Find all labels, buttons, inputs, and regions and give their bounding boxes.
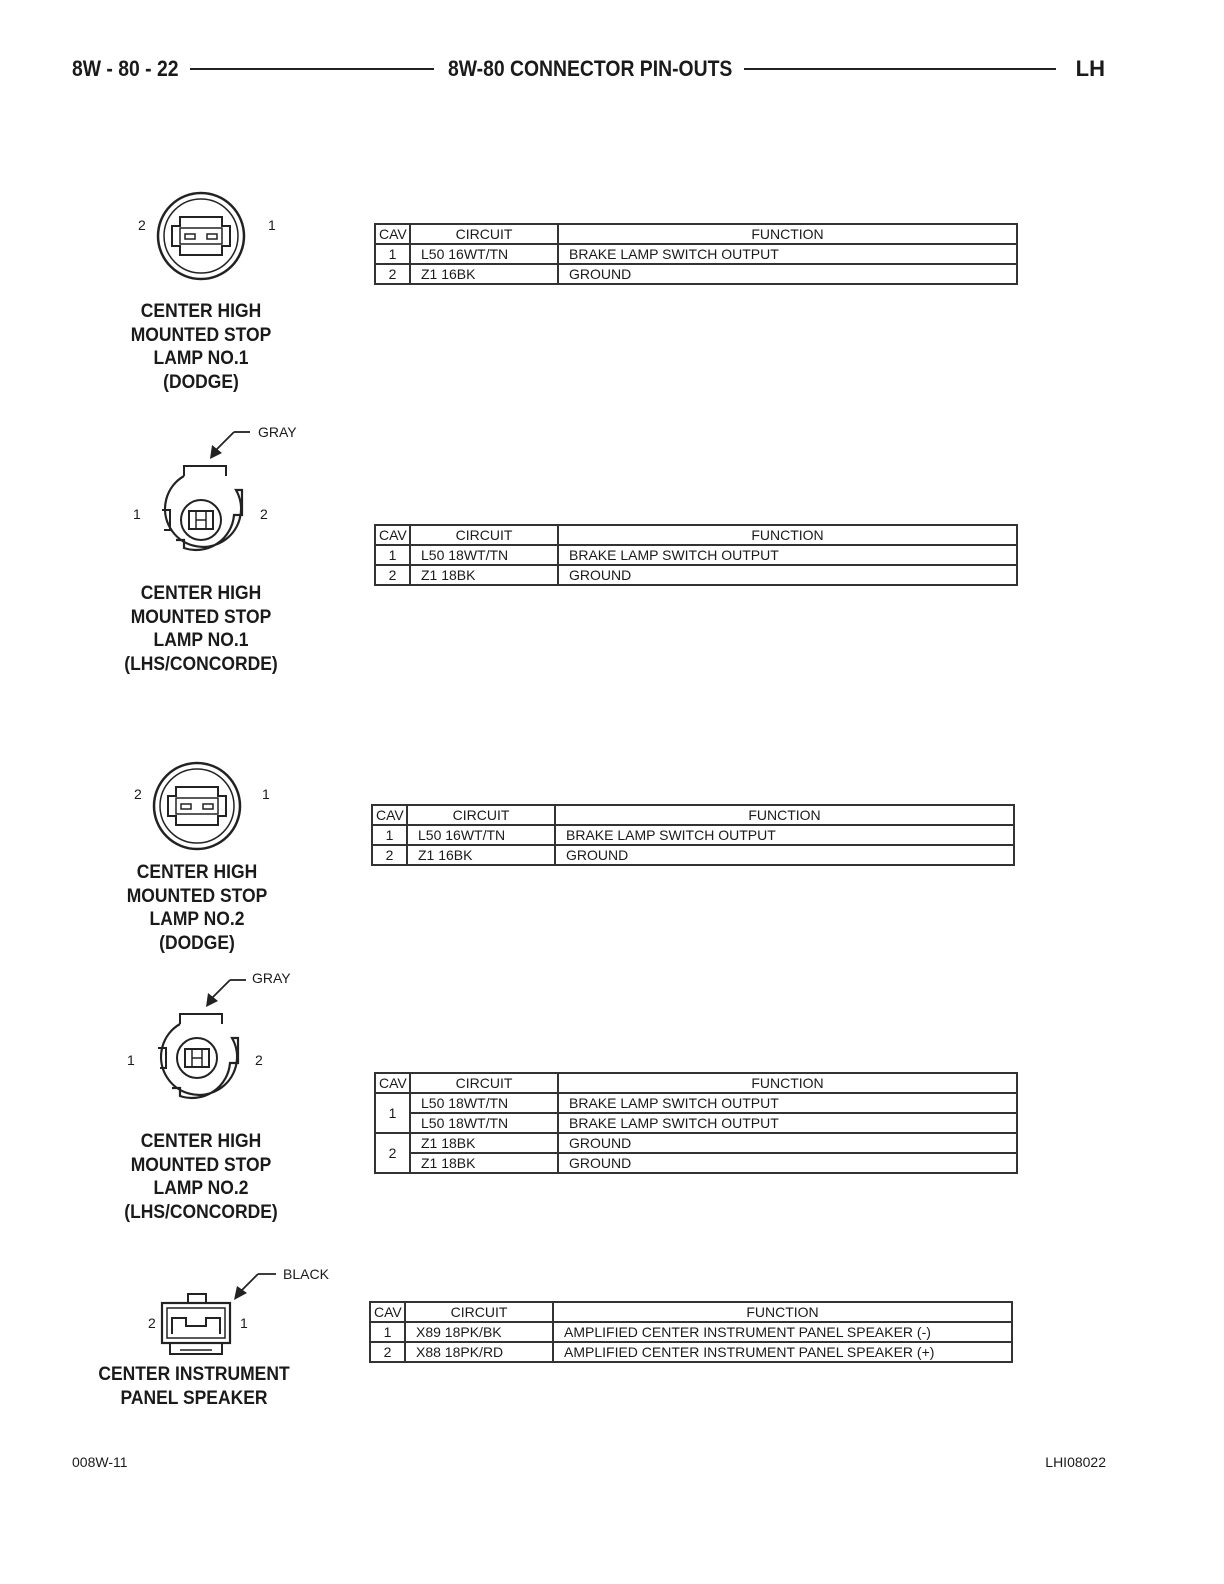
circuit-cell: Z1 18BK — [410, 1133, 558, 1153]
table-header-row — [372, 805, 1014, 825]
connector-block-2 — [100, 420, 320, 680]
pin-label-left: 1 — [133, 506, 141, 522]
table-row — [375, 1153, 1017, 1173]
circuit-cell: L50 18WT/TN — [410, 1113, 558, 1133]
function-cell: BRAKE LAMP SWITCH OUTPUT — [558, 545, 1017, 565]
pin-label-left: 1 — [127, 1052, 135, 1068]
page-title: 8W-80 CONNECTOR PIN-OUTS — [448, 56, 733, 81]
circuit-cell: X89 18PK/BK — [405, 1322, 553, 1342]
function-cell: BRAKE LAMP SWITCH OUTPUT — [555, 825, 1014, 845]
circuit-cell: Z1 16BK — [410, 264, 558, 284]
table-header-row — [375, 224, 1017, 244]
circuit-cell: X88 18PK/RD — [405, 1342, 553, 1362]
col-circuit: CIRCUIT — [407, 805, 555, 825]
col-circuit: CIRCUIT — [410, 1073, 558, 1093]
col-cav: CAV — [370, 1302, 405, 1322]
keyed-round-connector-icon — [96, 968, 316, 1118]
connector-label: CENTER INSTRUMENT PANEL SPEAKER — [98, 1364, 290, 1409]
table-row — [375, 545, 1017, 565]
table-row — [372, 845, 1014, 865]
connector-label: CENTER HIGH MOUNTED STOP LAMP NO.1 (DODGE) — [130, 301, 272, 393]
col-cav: CAV — [375, 1073, 410, 1093]
cav-cell: 2 — [375, 264, 410, 284]
cav-cell: 1 — [375, 545, 410, 565]
page-number: 8W - 80 - 22 — [72, 56, 179, 81]
footer-right-code: LHI08022 — [1045, 1454, 1106, 1470]
pinout-table-4 — [374, 1072, 1018, 1174]
col-circuit: CIRCUIT — [410, 525, 558, 545]
connector-block-5 — [96, 1262, 336, 1422]
col-cav: CAV — [372, 805, 407, 825]
function-cell: GROUND — [558, 264, 1017, 284]
header-rule-right — [744, 68, 1056, 70]
header-rule-left — [190, 68, 434, 70]
pin-label-right: 1 — [240, 1315, 248, 1331]
pinout-table-5 — [369, 1301, 1013, 1363]
circuit-cell: Z1 18BK — [410, 565, 558, 585]
col-cav: CAV — [375, 525, 410, 545]
function-cell: BRAKE LAMP SWITCH OUTPUT — [558, 244, 1017, 264]
col-function: FUNCTION — [558, 224, 1017, 244]
connector-block-1 — [100, 190, 320, 400]
section-code: LH — [1075, 56, 1105, 81]
circuit-cell: Z1 16BK — [407, 845, 555, 865]
table-row — [375, 565, 1017, 585]
table-row — [375, 1113, 1017, 1133]
pin-label-right: 2 — [255, 1052, 263, 1068]
cav-cell: 2 — [375, 1133, 410, 1173]
function-cell: BRAKE LAMP SWITCH OUTPUT — [558, 1113, 1017, 1133]
table-header-row — [375, 1073, 1017, 1093]
cav-cell: 2 — [370, 1342, 405, 1362]
function-cell: GROUND — [555, 845, 1014, 865]
table-row — [375, 244, 1017, 264]
pin-label-right: 1 — [268, 217, 276, 233]
col-function: FUNCTION — [553, 1302, 1012, 1322]
round-2-pin-connector-icon — [100, 190, 320, 290]
pin-label-left: 2 — [138, 217, 146, 233]
col-circuit: CIRCUIT — [410, 224, 558, 244]
keyed-round-connector-icon — [100, 420, 320, 570]
connector-label: CENTER HIGH MOUNTED STOP LAMP NO.2 (LHS/CONCORDE) — [124, 1131, 278, 1223]
pin-label-left: 2 — [148, 1315, 156, 1331]
connector-block-3 — [96, 760, 316, 970]
pin-label-left: 2 — [134, 786, 142, 802]
table-header-row — [375, 525, 1017, 545]
table-row — [370, 1342, 1012, 1362]
circuit-cell: L50 18WT/TN — [410, 1093, 558, 1113]
table-row — [375, 264, 1017, 284]
connector-color: GRAY — [252, 970, 291, 986]
col-cav: CAV — [375, 224, 410, 244]
cav-cell: 1 — [375, 1093, 410, 1133]
footer-left-code: 008W-11 — [72, 1454, 128, 1470]
pin-label-right: 1 — [262, 786, 270, 802]
circuit-cell: Z1 18BK — [410, 1153, 558, 1173]
pin-label-right: 2 — [260, 506, 268, 522]
table-row — [370, 1322, 1012, 1342]
connector-label: CENTER HIGH MOUNTED STOP LAMP NO.1 (LHS/CONCORDE) — [124, 583, 278, 675]
function-cell: AMPLIFIED CENTER INSTRUMENT PANEL SPEAKER (+) — [553, 1342, 1012, 1362]
cav-cell: 1 — [375, 244, 410, 264]
circuit-cell: L50 18WT/TN — [410, 545, 558, 565]
function-cell: BRAKE LAMP SWITCH OUTPUT — [558, 1093, 1017, 1113]
round-2-pin-connector-icon — [96, 760, 316, 860]
cav-cell: 2 — [375, 565, 410, 585]
pinout-table-2 — [374, 524, 1018, 586]
circuit-cell: L50 16WT/TN — [407, 825, 555, 845]
table-row — [372, 825, 1014, 845]
connector-block-4 — [96, 968, 316, 1228]
cav-cell: 2 — [372, 845, 407, 865]
col-function: FUNCTION — [555, 805, 1014, 825]
function-cell: GROUND — [558, 1153, 1017, 1173]
cav-cell: 1 — [372, 825, 407, 845]
col-function: FUNCTION — [558, 1073, 1017, 1093]
circuit-cell: L50 16WT/TN — [410, 244, 558, 264]
connector-color: BLACK — [283, 1266, 329, 1282]
table-row — [375, 1133, 1017, 1153]
cav-cell: 1 — [370, 1322, 405, 1342]
table-header-row — [370, 1302, 1012, 1322]
function-cell: GROUND — [558, 565, 1017, 585]
function-cell: GROUND — [558, 1133, 1017, 1153]
pinout-table-3 — [371, 804, 1015, 866]
col-circuit: CIRCUIT — [405, 1302, 553, 1322]
pinout-table-1 — [374, 223, 1018, 285]
col-function: FUNCTION — [558, 525, 1017, 545]
connector-label: CENTER HIGH MOUNTED STOP LAMP NO.2 (DODGE) — [126, 862, 268, 954]
connector-color: GRAY — [258, 424, 297, 440]
function-cell: AMPLIFIED CENTER INSTRUMENT PANEL SPEAKER (-) — [553, 1322, 1012, 1342]
table-row — [375, 1093, 1017, 1113]
page-header — [72, 54, 1107, 86]
